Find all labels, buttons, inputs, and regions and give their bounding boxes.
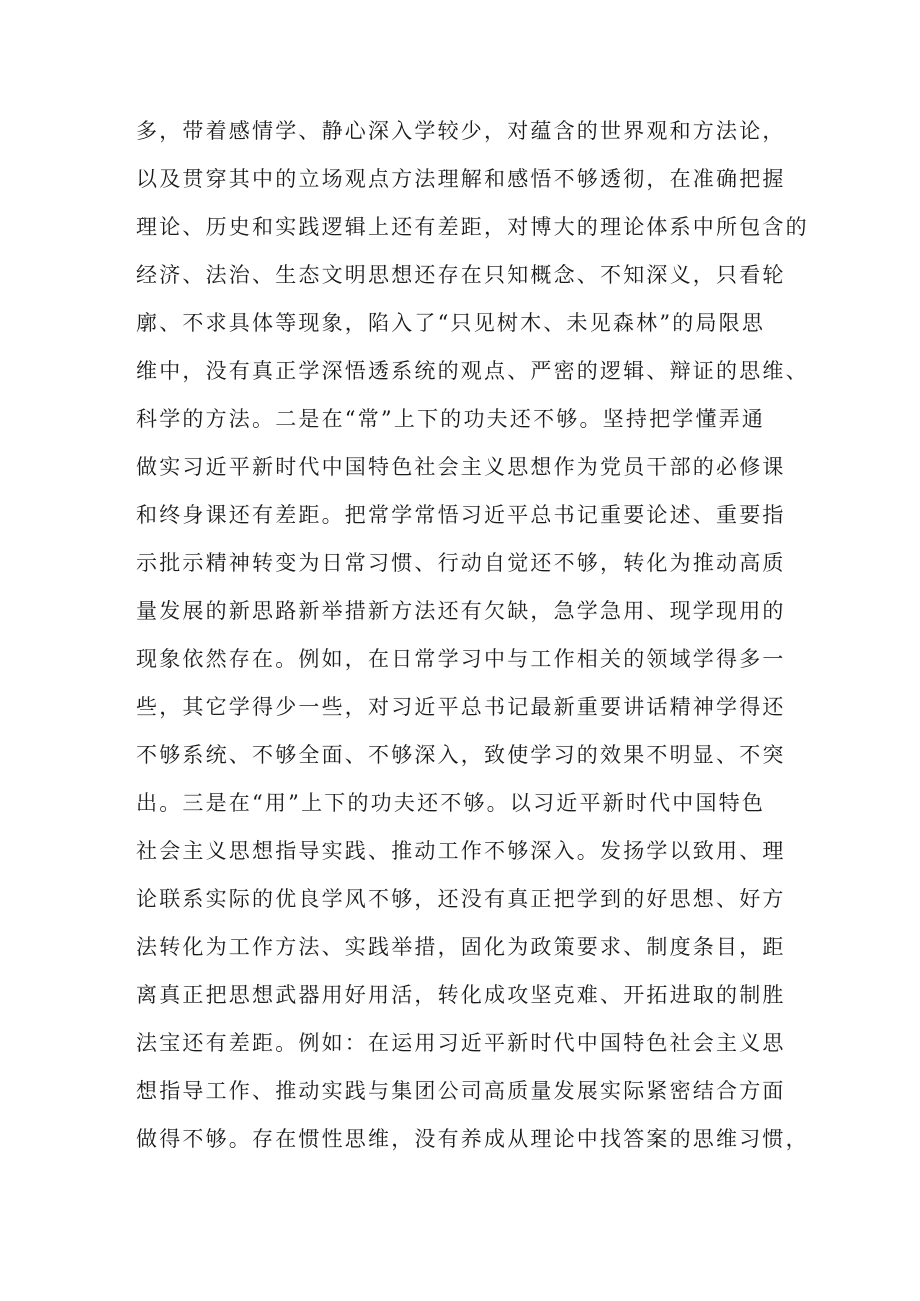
- text-line: 以及贯穿其中的立场观点方法理解和感悟不够透彻，在准确把握: [136, 167, 786, 191]
- text-line: 示批示精神转变为日常习惯、行动自觉还不够，转化为推动高质: [136, 551, 786, 575]
- text-line: 不够系统、不够全面、不够深入，致使学习的效果不明显、不突: [136, 743, 786, 767]
- text-line: 科学的方法。二是在“常”上下的功夫还不够。坚持把学懂弄通: [136, 407, 766, 431]
- text-line: 论联系实际的优良学风不够，还没有真正把学到的好思想、好方: [136, 887, 786, 911]
- text-line: 和终身课还有差距。把常学常悟习近平总书记重要论述、重要指: [136, 503, 786, 527]
- text-line: 经济、法治、生态文明思想还存在只知概念、不知深义，只看轮: [136, 263, 786, 287]
- text-line: 量发展的新思路新举措新方法还有欠缺，急学急用、现学现用的: [136, 599, 786, 623]
- text-line: 理论、历史和实践逻辑上还有差距，对博大的理论体系中所包含的: [136, 215, 809, 239]
- text-line: 做得不够。存在惯性思维，没有养成从理论中找答案的思维习惯，: [136, 1127, 809, 1151]
- text-line: 社会主义思想指导实践、推动工作不够深入。发扬学以致用、理: [136, 839, 786, 863]
- text-line: 做实习近平新时代中国特色社会主义思想作为党员干部的必修课: [136, 455, 786, 479]
- text-line: 些，其它学得少一些，对习近平总书记最新重要讲话精神学得还: [136, 695, 786, 719]
- text-line: 多，带着感情学、静心深入学较少，对蕴含的世界观和方法论，: [136, 119, 786, 143]
- text-line: 廓、不求具体等现象，陷入了“只见树木、未见森林”的局限思: [136, 311, 766, 335]
- text-line: 想指导工作、推动实践与集团公司高质量发展实际紧密结合方面: [136, 1079, 786, 1103]
- text-line: 法宝还有差距。例如：在运用习近平新时代中国特色社会主义思: [136, 1031, 786, 1055]
- text-line: 离真正把思想武器用好用活，转化成攻坚克难、开拓进取的制胜: [136, 983, 786, 1007]
- text-line: 维中，没有真正学深悟透系统的观点、严密的逻辑、辩证的思维、: [136, 359, 809, 383]
- text-line: 现象依然存在。例如，在日常学习中与工作相关的领域学得多一: [136, 647, 786, 671]
- text-line: 出。三是在“用”上下的功夫还不够。以习近平新时代中国特色: [136, 791, 766, 815]
- text-line: 法转化为工作方法、实践举措，固化为政策要求、制度条目，距: [136, 935, 786, 959]
